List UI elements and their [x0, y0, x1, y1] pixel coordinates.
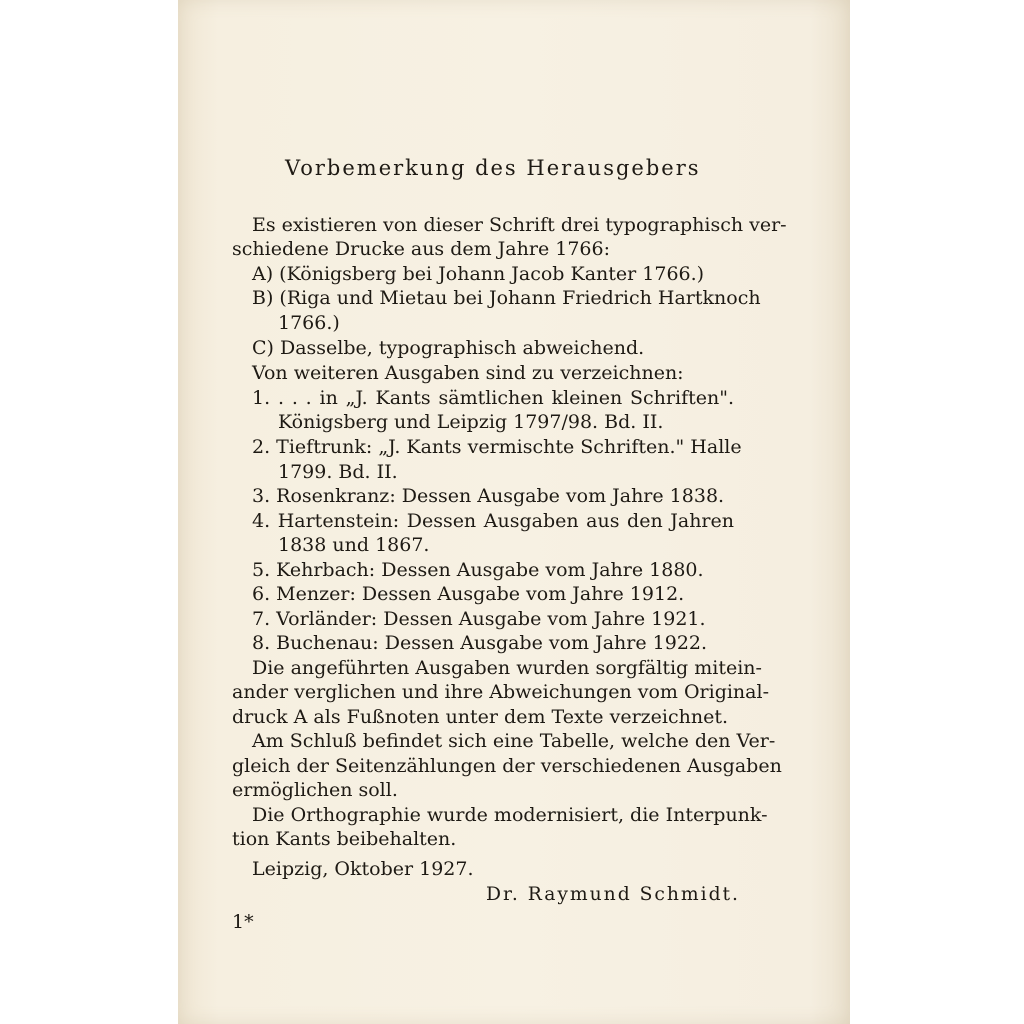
text-line: Am Schluß befindet sich eine Tabelle, welche den Ver-: [252, 730, 776, 752]
text-line: 7. Vorländer: Dessen Ausgabe vom Jahre 1921.: [252, 608, 706, 630]
page-heading: Vorbemerkung des Herausgebers: [285, 156, 701, 180]
text-line: gleich der Seitenzählungen der verschiedenen Ausgaben: [232, 755, 782, 777]
text-line: Die Orthographie wurde modernisiert, die Interpunk-: [252, 804, 768, 826]
text-line: 4. Hartenstein: Dessen Ausgaben aus den Jahren: [252, 510, 734, 532]
editor-signature: Dr. Raymund Schmidt.: [486, 883, 740, 905]
text-line: 5. Kehrbach: Dessen Ausgabe vom Jahre 1880.: [252, 559, 704, 581]
text-line: Von weiteren Ausgaben sind zu verzeichnen:: [252, 362, 684, 384]
signature-mark: 1*: [232, 911, 254, 933]
text-line: 3. Rosenkranz: Dessen Ausgabe vom Jahre 1838.: [252, 485, 725, 507]
text-line: 8. Buchenau: Dessen Ausgabe vom Jahre 1922.: [252, 632, 708, 654]
text-line: A) (Königsberg bei Johann Jacob Kanter 1766.): [252, 263, 705, 285]
text-line: 6. Menzer: Dessen Ausgabe vom Jahre 1912.: [252, 583, 685, 605]
text-line: tion Kants beibehalten.: [232, 828, 457, 850]
text-line: Königsberg und Leipzig 1797/98. Bd. II.: [278, 411, 664, 433]
bleed-through-text: [416, 100, 429, 145]
text-line: 1799. Bd. II.: [278, 461, 398, 483]
text-line: ermöglichen soll.: [232, 779, 398, 801]
text-line: 1. . . . in „J. Kants sämtlichen kleinen Schriften".: [252, 387, 734, 409]
text-line: C) Dasselbe, typographisch abweichend.: [252, 337, 645, 359]
text-line: 1766.): [278, 312, 340, 334]
text-line: 1838 und 1867.: [278, 534, 430, 556]
text-line: ander verglichen und ihre Abweichungen vom Original-: [232, 681, 769, 703]
text-line: B) (Riga und Mietau bei Johann Friedrich Hartknoch: [252, 287, 761, 309]
text-line: schiedene Drucke aus dem Jahre 1766:: [232, 238, 610, 260]
text-line: druck A als Fußnoten unter dem Texte verzeichnet.: [232, 706, 729, 728]
place-date: Leipzig, Oktober 1927.: [252, 858, 474, 880]
text-line: 2. Tieftrunk: „J. Kants vermischte Schriften." Halle: [252, 436, 742, 458]
text-line: Die angeführten Ausgaben wurden sorgfältig mitein-: [252, 657, 762, 679]
text-line: Es existieren von dieser Schrift drei typographisch ver-: [252, 214, 787, 236]
